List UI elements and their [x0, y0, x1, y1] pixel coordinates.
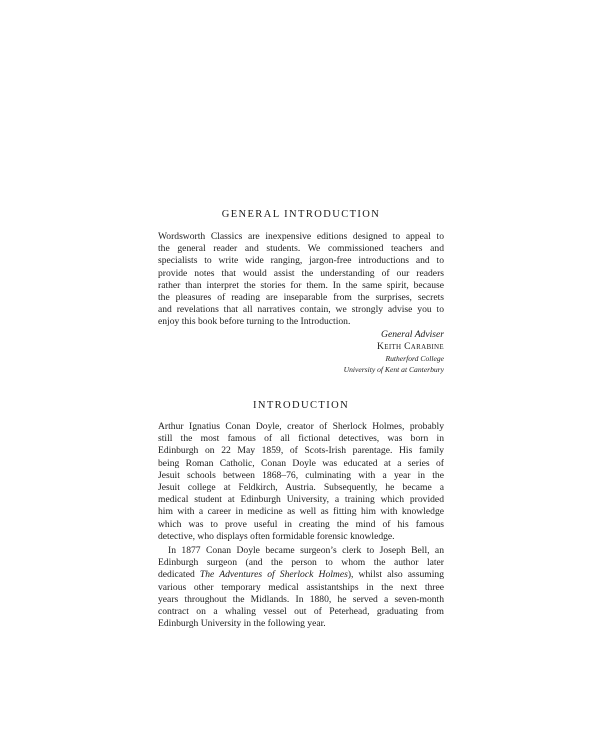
text-line: provide notes that would assist the understanding of our readers — [158, 267, 444, 279]
text-line: still the most famous of all fictional detectives, was born in — [158, 433, 444, 445]
adviser-university: University of Kent at Canterbury — [343, 365, 444, 375]
text-line: contract on a whaling vessel out of Peterhead, graduating from — [158, 606, 444, 618]
text-line: the pleasures of reading are inseparable from the surprises, secrets — [158, 292, 444, 304]
text-line: enjoy this book before turning to the Introduction. — [158, 316, 351, 328]
general-introduction-paragraph — [158, 231, 444, 329]
adviser-role: General Adviser — [381, 329, 444, 340]
text-line: years throughout the Midlands. In 1880, he served a seven-month — [158, 593, 444, 605]
text-segment: dedicated — [158, 569, 200, 581]
introduction-paragraph-2 — [158, 545, 444, 630]
adviser-name: Keith Carabine — [377, 341, 444, 353]
text-line: Jesuit college at Feldkirch, Austria. Subsequently, he became a — [158, 482, 444, 494]
introduction-heading: INTRODUCTION — [252, 400, 350, 411]
text-line: specialists to write wide ranging, jargon-free introductions and to — [158, 255, 444, 267]
general-introduction-heading: GENERAL INTRODUCTION — [221, 209, 381, 220]
book-title: The Adventures of Sherlock Holmes — [199, 569, 348, 581]
text-line: Edinburgh on 22 May 1859, of Scots-Irish parentage. His family — [158, 445, 444, 457]
text-line: him with a career in medicine as well as fitting him with knowledge — [158, 506, 444, 518]
text-line: In 1877 Conan Doyle became surgeon’s clerk to Joseph Bell, an — [168, 545, 444, 556]
text-segment: ), whilst also assuming — [347, 569, 444, 581]
text-line: various other temporary medical assistantships in the next three — [158, 581, 444, 593]
adviser-college: Rutherford College — [385, 354, 444, 364]
adviser-signature — [158, 329, 444, 375]
text-line: being Roman Catholic, Conan Doyle was educated at a series of — [158, 457, 444, 469]
text-line: medical student at Edinburgh University, a training which provided — [158, 494, 444, 506]
text-line: which was to prove useful in creating the mind of his famous — [158, 518, 444, 530]
text-line: detective, who displays often formidable forensic knowledge. — [158, 530, 395, 542]
text-line: and revelations that all narratives contain, we strongly advise you to — [158, 304, 444, 316]
text-line: Wordsworth Classics are inexpensive editions designed to appeal to — [158, 231, 444, 242]
text-line: Arthur Ignatius Conan Doyle, creator of Sherlock Holmes, probably — [158, 421, 444, 432]
text-line: rather than interpret the stories for them. In the same spirit, because — [158, 279, 444, 291]
text-line: Jesuit schools between 1868–76, culminating with a year in the — [158, 469, 444, 481]
text-line: Edinburgh surgeon (and the person to whom the author later — [158, 557, 444, 569]
text-line: Edinburgh University in the following year. — [158, 618, 326, 630]
text-line-with-title — [158, 569, 444, 581]
text-line: the general reader and students. We commissioned teachers and — [158, 243, 444, 255]
introduction-paragraph-1 — [158, 421, 444, 543]
